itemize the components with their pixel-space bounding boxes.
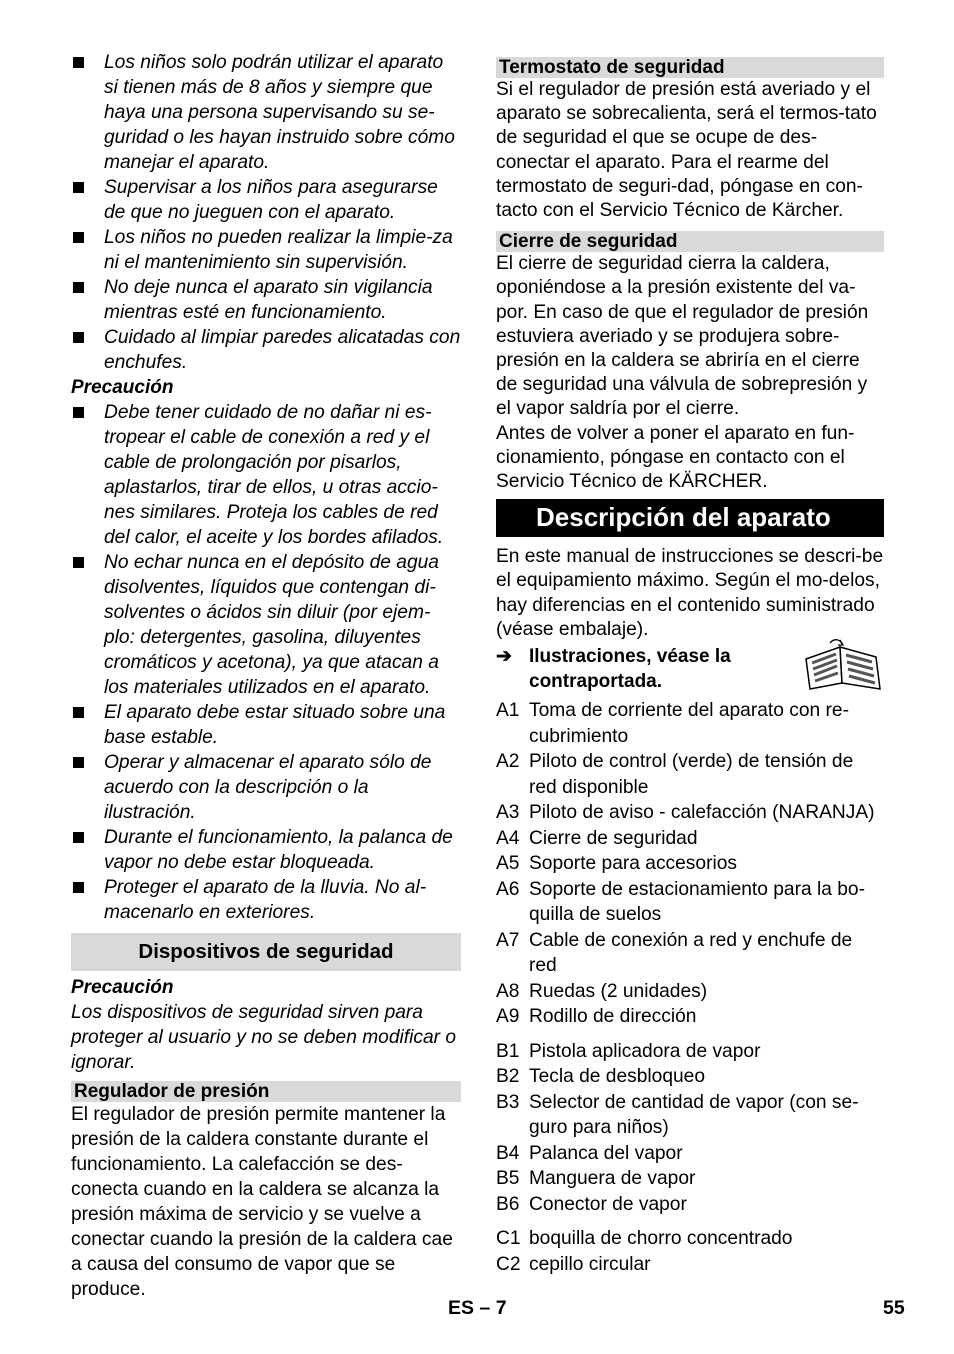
part-text: Soporte para accesorios xyxy=(529,853,737,875)
safety-closure-text-2: Antes de volver a poner el aparato en fun-cionamiento, póngase en contacto con el Servicio Técnico de KÄRCHER. xyxy=(496,422,855,493)
part-text: Palanca del vapor xyxy=(529,1142,683,1164)
part-key: A7 xyxy=(496,929,520,951)
bullet-text: Proteger el aparato de la lluvia. No al-macenarlo en exteriores. xyxy=(104,877,427,923)
square-bullet-icon xyxy=(73,882,84,893)
bullet-text: No deje nunca el aparato sin vigilancia mientras esté en funcionamiento. xyxy=(104,277,433,323)
safety-closure-text: El cierre de seguridad cierra la caldera, oponiéndose a la presión existente del va-por. En caso de que el regulador de presión estuviera averiado y se produjera sobre-presión en la caldera se abriría en el cierre de seguridad una válvula de sobrepresión y el vapor saldría por el cierre. xyxy=(496,253,869,420)
illustrations-note-text: Ilustraciones, véase la contraportada. xyxy=(529,646,731,693)
bullet-item xyxy=(71,875,461,925)
part-text: Cable de conexión a red y enchufe de red xyxy=(529,929,853,977)
part-item xyxy=(496,800,884,826)
footer-section-page: ES – 7 xyxy=(448,1297,507,1319)
part-key: A1 xyxy=(496,700,520,722)
parts-list-a xyxy=(496,698,884,1030)
square-bullet-icon xyxy=(73,757,84,768)
square-bullet-icon xyxy=(73,832,84,843)
device-description-text: En este manual de instrucciones se descri-be el equipamiento máximo. Según el mo-delos, hay diferencias en el contenido suministrado (véase embalaje). xyxy=(496,546,884,640)
part-key: B4 xyxy=(496,1142,520,1164)
bullet-item xyxy=(71,325,461,375)
footer-page-number: 55 xyxy=(883,1297,905,1319)
bullet-text: Durante el funcionamiento, la palanca de vapor no debe estar bloqueada. xyxy=(104,827,453,873)
part-key: B1 xyxy=(496,1040,520,1062)
part-key: B3 xyxy=(496,1091,520,1113)
square-bullet-icon xyxy=(73,232,84,243)
part-key: C1 xyxy=(496,1228,521,1250)
part-key: A5 xyxy=(496,853,520,875)
part-text: Conector de vapor xyxy=(529,1193,687,1215)
part-item xyxy=(496,1252,884,1278)
subheading-pressure-regulator: Regulador de presión xyxy=(71,1081,461,1102)
bullet-item xyxy=(71,275,461,325)
part-key: A6 xyxy=(496,878,520,900)
bullet-item xyxy=(71,50,461,175)
square-bullet-icon xyxy=(73,707,84,718)
pressure-regulator-text: El regulador de presión permite mantener la presión de la caldera constante durante el funcionamiento. La calefacción se des-conecta cuando en la caldera se alcanza la presión máxima de servicio y se vuelve a conectar cuando la presión de la caldera cae a causa del consumo de vapor que se produce. xyxy=(71,1104,453,1300)
part-key: A2 xyxy=(496,751,520,773)
part-text: Piloto de control (verde) de tensión de red disponible xyxy=(529,751,854,798)
part-item xyxy=(496,1192,884,1218)
bullet-text: Los niños solo podrán utilizar el aparato si tienen más de 8 años y siempre que haya una persona supervisando su se-guridad o les hayan instruido sobre cómo manejar el aparato. xyxy=(104,52,455,173)
parts-list-c xyxy=(496,1226,884,1277)
part-text: Cierre de seguridad xyxy=(529,827,698,849)
precaution-label: Precaución xyxy=(71,377,174,398)
part-key: B2 xyxy=(496,1066,520,1088)
part-text: Tecla de desbloqueo xyxy=(529,1066,706,1088)
open-book-icon xyxy=(802,639,884,691)
subheading-safety-closure: Cierre de seguridad xyxy=(496,231,884,252)
bullet-item xyxy=(71,700,461,750)
part-key: A9 xyxy=(496,1006,520,1028)
bullet-item xyxy=(71,550,461,700)
bullet-item xyxy=(71,825,461,875)
thermostat-text: Si el regulador de presión está averiado y el aparato se sobrecalienta, será el termos-tato de seguridad el que se ocupe de des-conectar el aparato. Para el rearme del termostato de seguri-dad, póngase en con-tacto con el Servicio Técnico de Kärcher. xyxy=(496,79,877,222)
part-text: boquilla de chorro concentrado xyxy=(529,1228,793,1250)
part-text: Soporte de estacionamiento para la bo-quilla de suelos xyxy=(529,878,865,926)
part-text: Selector de cantidad de vapor (con se-guro para niños) xyxy=(529,1091,859,1139)
part-item xyxy=(496,1090,884,1141)
left-column xyxy=(71,50,461,1302)
part-key: C2 xyxy=(496,1253,521,1275)
part-text: cepillo circular xyxy=(529,1253,651,1275)
section-heading-safety-devices: Dispositivos de seguridad xyxy=(71,933,461,971)
parts-list-b xyxy=(496,1039,884,1218)
part-key: A4 xyxy=(496,827,520,849)
bullet-item xyxy=(71,750,461,825)
precaution-label: Precaución xyxy=(71,977,174,998)
square-bullet-icon xyxy=(73,557,84,568)
precaution-list xyxy=(71,400,461,925)
part-text: Ruedas (2 unidades) xyxy=(529,980,708,1002)
bullet-item xyxy=(71,175,461,225)
subheading-thermostat: Termostato de seguridad xyxy=(496,57,884,78)
part-key: B6 xyxy=(496,1193,520,1215)
part-text: Manguera de vapor xyxy=(529,1168,696,1190)
illustrations-note xyxy=(496,644,884,694)
part-item xyxy=(496,1039,884,1065)
part-text: Toma de corriente del aparato con re-cubrimiento xyxy=(529,700,849,747)
arrow-icon: ➔ xyxy=(496,646,512,668)
part-item xyxy=(496,1141,884,1167)
part-item xyxy=(496,1166,884,1192)
part-key: A3 xyxy=(496,802,520,824)
bullet-text: El aparato debe estar situado sobre una base estable. xyxy=(104,702,446,748)
child-safety-list xyxy=(71,50,461,375)
square-bullet-icon xyxy=(73,407,84,418)
part-item xyxy=(496,928,884,979)
bullet-text: Debe tener cuidado de no dañar ni es-tropear el cable de conexión a red y el cable de prolongación por pisarlos, aplastarlos, tirar de ellos, u otras accio-nes similares. Proteja los cables de red del calor, el aceite y los bordes afilados. xyxy=(104,402,444,548)
bullet-text: Supervisar a los niños para asegurarse de que no jueguen con el aparato. xyxy=(104,177,438,223)
device-description-heading: Descripción del aparato xyxy=(496,499,884,537)
bullet-item xyxy=(71,225,461,275)
square-bullet-icon xyxy=(73,282,84,293)
part-item xyxy=(496,877,884,928)
bullet-text: Cuidado al limpiar paredes alicatadas con enchufes. xyxy=(104,327,461,373)
square-bullet-icon xyxy=(73,182,84,193)
part-item xyxy=(496,826,884,852)
safety-devices-text: Los dispositivos de seguridad sirven para proteger al usuario y no se deben modificar o ignorar. xyxy=(71,1002,457,1073)
part-item xyxy=(496,1004,884,1030)
part-item xyxy=(496,1064,884,1090)
square-bullet-icon xyxy=(73,57,84,68)
part-item xyxy=(496,851,884,877)
bullet-text: Operar y almacenar el aparato sólo de acuerdo con la descripción o la ilustración. xyxy=(104,752,432,823)
bullet-item xyxy=(71,400,461,550)
bullet-text: Los niños no pueden realizar la limpie-za ni el mantenimiento sin supervisión. xyxy=(104,227,453,273)
part-key: A8 xyxy=(496,980,520,1002)
part-text: Pistola aplicadora de vapor xyxy=(529,1040,761,1062)
part-text: Piloto de aviso - calefacción (NARANJA) xyxy=(529,802,875,824)
square-bullet-icon xyxy=(73,332,84,343)
part-item xyxy=(496,1226,884,1252)
part-item xyxy=(496,749,884,800)
part-item xyxy=(496,698,884,749)
bullet-text: No echar nunca en el depósito de agua disolventes, líquidos que contengan di-solventes o ácidos sin diluir (por ejem-plo: detergentes, gasolina, diluyentes cromáticos y acetona), ya que atacan a los materiales utilizados en el aparato. xyxy=(104,552,439,698)
part-key: B5 xyxy=(496,1168,520,1190)
part-text: Rodillo de dirección xyxy=(529,1006,697,1028)
part-item xyxy=(496,979,884,1005)
right-column xyxy=(496,57,884,1277)
